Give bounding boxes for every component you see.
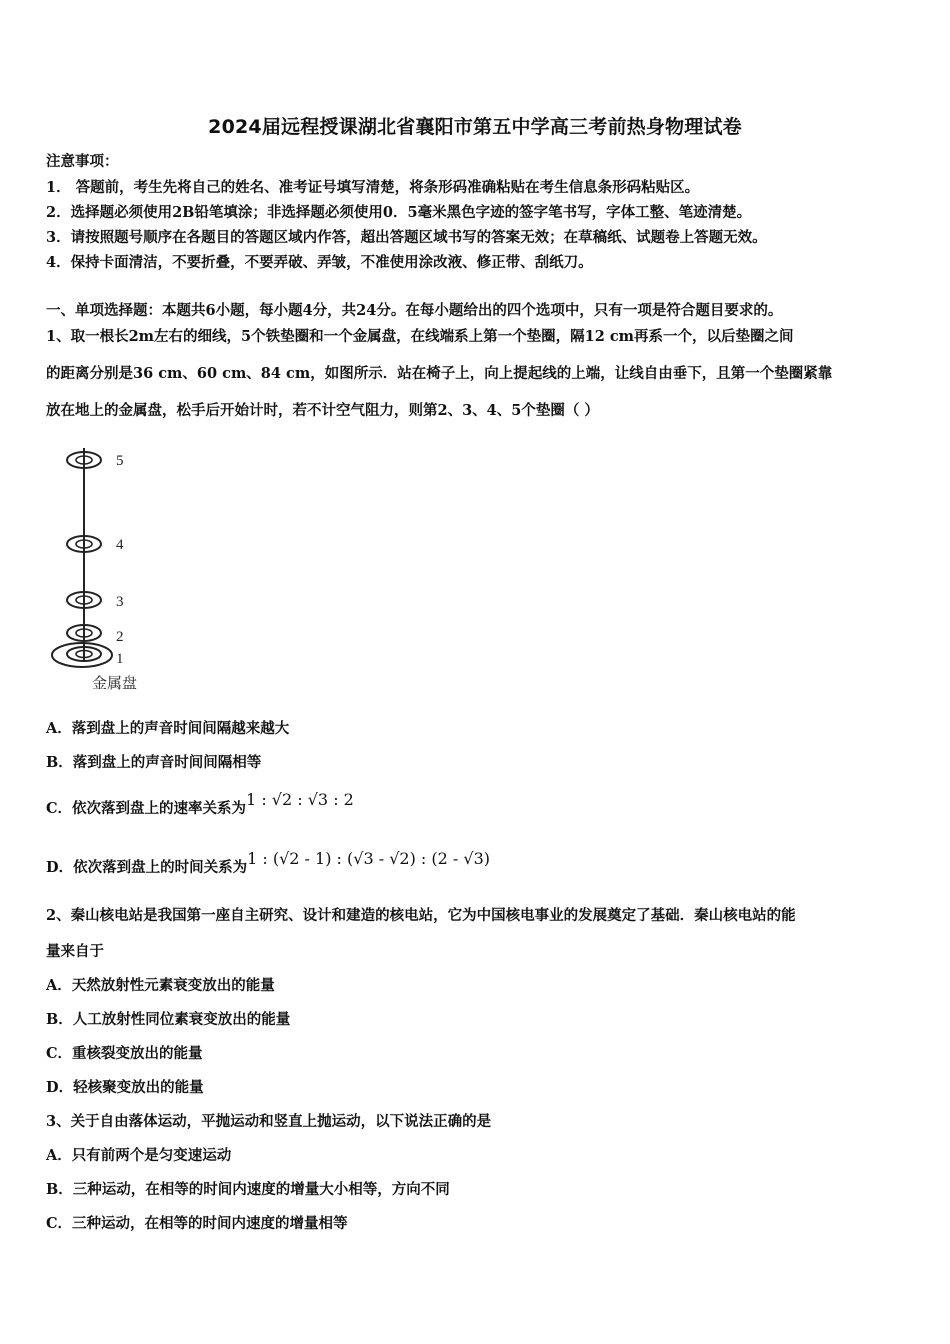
metal-plate-caption: 金属盘 xyxy=(92,674,138,692)
q1-option-a: A．落到盘上的声音时间间隔越来越大 xyxy=(46,720,290,737)
q1-stem-line-1: 1、取一根长2m左右的细线，5个铁垫圈和一个金属盘，在线端系上第一个垫圈，隔12 cm再系一个，以后垫圈之间 xyxy=(46,328,794,345)
notice-item-1: 1． 答题前，考生先将自己的姓名、准考证号填写清楚，将条形码准确粘贴在考生信息条形码粘贴区。 xyxy=(46,179,700,196)
q1-option-d xyxy=(46,849,490,878)
washer-figure xyxy=(46,440,176,700)
label-5: 5 xyxy=(116,453,124,469)
notice-item-4: 4．保持卡面清洁，不要折叠，不要弄破、弄皱，不准使用涂改液、修正带、刮纸刀。 xyxy=(46,254,593,271)
q1-option-c-text: C．依次落到盘上的速率关系为 xyxy=(46,800,247,817)
q3-option-a: A．只有前两个是匀变速运动 xyxy=(46,1147,232,1164)
label-1: 1 xyxy=(116,651,124,667)
q2-stem-line-2: 量来自于 xyxy=(46,943,104,960)
q1-option-d-text: D．依次落到盘上的时间关系为 xyxy=(46,859,248,876)
q1-option-d-formula: 1 : (√2 - 1) : (√3 - √2) : (2 - √3) xyxy=(247,849,490,868)
q1-option-c xyxy=(46,790,354,819)
washer-1-and-metal-plate xyxy=(52,643,112,667)
label-4: 4 xyxy=(116,537,124,553)
label-2: 2 xyxy=(116,629,124,645)
q2-option-a: A．天然放射性元素衰变放出的能量 xyxy=(46,977,275,994)
q2-option-b: B．人工放射性同位素衰变放出的能量 xyxy=(46,1011,291,1028)
notice-item-2: 2．选择题必须使用2B铅笔填涂；非选择题必须使用0．5毫米黑色字迹的签字笔书写，字体工整、笔迹清楚。 xyxy=(46,204,752,221)
notice-heading: 注意事项： xyxy=(46,153,119,170)
q3-stem: 3、关于自由落体运动，平抛运动和竖直上抛运动，以下说法正确的是 xyxy=(46,1113,492,1130)
q2-option-d: D．轻核聚变放出的能量 xyxy=(46,1079,204,1096)
q3-option-c: C．三种运动，在相等的时间内速度的增量相等 xyxy=(46,1215,348,1232)
q1-option-b: B．落到盘上的声音时间间隔相等 xyxy=(46,754,262,771)
q2-stem-line-1: 2、秦山核电站是我国第一座自主研究、设计和建造的核电站，它为中国核电事业的发展奠定了基础．秦山核电站的能 xyxy=(46,907,796,924)
page-title: 2024届远程授课湖北省襄阳市第五中学高三考前热身物理试卷 xyxy=(208,116,742,138)
label-3: 3 xyxy=(116,594,124,610)
q1-stem-line-3: 放在地上的金属盘，松手后开始计时，若不计空气阻力，则第2、3、4、5个垫圈（ ） xyxy=(46,402,599,419)
section-heading: 一、单项选择题：本题共6小题，每小题4分，共24分。在每小题给出的四个选项中，只有一项是符合题目要求的。 xyxy=(46,302,783,319)
q2-option-c: C．重核裂变放出的能量 xyxy=(46,1045,203,1062)
q3-option-b: B．三种运动，在相等的时间内速度的增量大小相等，方向不同 xyxy=(46,1181,450,1198)
q1-option-c-formula: 1 : √2 : √3 : 2 xyxy=(246,790,354,809)
notice-item-3: 3．请按照题号顺序在各题目的答题区域内作答，超出答题区域书写的答案无效；在草稿纸、试题卷上答题无效。 xyxy=(46,229,767,246)
q1-stem-line-2: 的距离分别是36 cm、60 cm、84 cm，如图所示．站在椅子上，向上提起线的上端，让线自由垂下，且第一个垫圈紧靠 xyxy=(46,365,833,382)
